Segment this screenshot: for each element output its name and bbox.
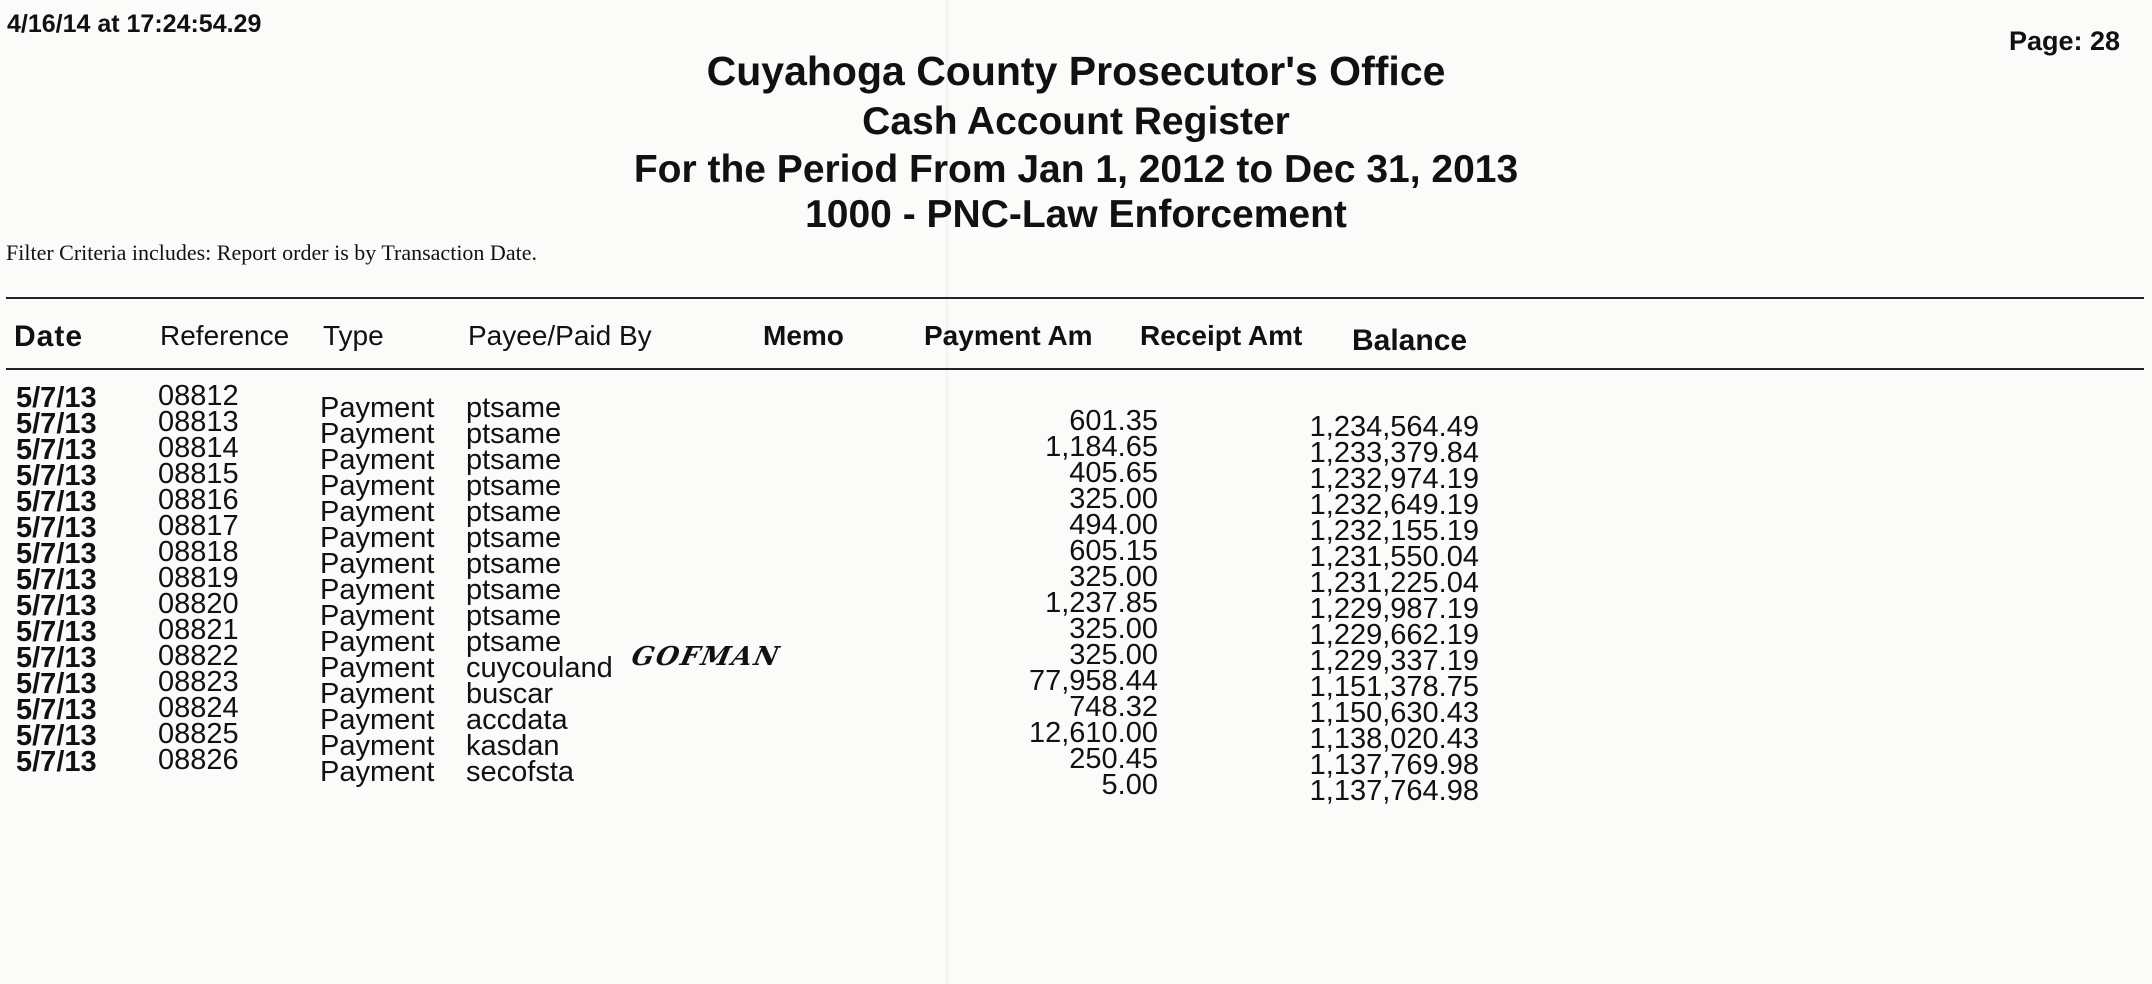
row-date: 5/7/13 xyxy=(16,382,97,414)
row-payment: 325.00 xyxy=(1069,613,1158,645)
row-balance: 1,231,550.04 xyxy=(1309,541,1479,573)
row-payee: accdata xyxy=(466,704,568,736)
row-date: 5/7/13 xyxy=(16,434,97,466)
row-payee: ptsame xyxy=(466,548,562,580)
row-payee: cuycouland xyxy=(466,652,613,684)
row-type: Payment xyxy=(320,392,435,424)
row-date: 5/7/13 xyxy=(16,668,97,700)
row-payment: 748.32 xyxy=(1069,691,1158,723)
row-payment: 405.65 xyxy=(1069,457,1158,489)
row-type: Payment xyxy=(320,704,435,736)
row-payment: 1,184.65 xyxy=(1045,431,1158,463)
row-payee: ptsame xyxy=(466,418,562,450)
row-balance: 1,232,974.19 xyxy=(1309,463,1479,495)
row-reference: 08826 xyxy=(158,744,239,776)
row-balance: 1,151,378.75 xyxy=(1309,671,1479,703)
row-date: 5/7/13 xyxy=(16,564,97,596)
row-reference: 08819 xyxy=(158,562,239,594)
row-reference: 08815 xyxy=(158,458,239,490)
row-type: Payment xyxy=(320,574,435,606)
row-type: Payment xyxy=(320,626,435,658)
row-payment: 1,237.85 xyxy=(1045,587,1158,619)
header-rule-bottom xyxy=(6,368,2144,370)
row-type: Payment xyxy=(320,756,435,788)
report-title-account: 1000 - PNC-Law Enforcement xyxy=(805,193,1347,236)
row-payee: ptsame xyxy=(466,444,562,476)
row-payment: 605.15 xyxy=(1069,535,1158,567)
row-type: Payment xyxy=(320,678,435,710)
row-balance: 1,232,649.19 xyxy=(1309,489,1479,521)
row-balance: 1,229,337.19 xyxy=(1309,645,1479,677)
row-payee: ptsame xyxy=(466,392,562,424)
row-balance: 1,150,630.43 xyxy=(1309,697,1479,729)
row-reference: 08812 xyxy=(158,380,239,412)
row-balance: 1,234,564.49 xyxy=(1309,411,1479,443)
filter-criteria: Filter Criteria includes: Report order is by Transaction Date. xyxy=(6,240,537,265)
row-reference: 08814 xyxy=(158,432,239,464)
row-reference: 08825 xyxy=(158,718,239,750)
row-balance: 1,138,020.43 xyxy=(1309,723,1479,755)
row-type: Payment xyxy=(320,444,435,476)
row-reference: 08817 xyxy=(158,510,239,542)
column-header-type: Type xyxy=(323,320,384,351)
row-payment: 601.35 xyxy=(1069,405,1158,437)
page-number: Page: 28 xyxy=(2008,26,2120,56)
row-payee: ptsame xyxy=(466,600,562,632)
column-header-reference: Reference xyxy=(160,320,290,351)
row-payment: 5.00 xyxy=(1101,769,1158,801)
row-payment: 250.45 xyxy=(1069,743,1158,775)
row-balance: 1,233,379.84 xyxy=(1309,437,1479,469)
handwritten-memo: GOFMAN xyxy=(628,642,784,672)
row-type: Payment xyxy=(320,548,435,580)
row-payee: ptsame xyxy=(466,626,562,658)
row-date: 5/7/13 xyxy=(16,590,97,622)
row-reference: 08823 xyxy=(158,666,239,698)
row-date: 5/7/13 xyxy=(16,460,97,492)
column-header-balance: Balance xyxy=(1352,324,1468,357)
row-type: Payment xyxy=(320,652,435,684)
row-payment: 325.00 xyxy=(1069,639,1158,671)
row-balance: 1,232,155.19 xyxy=(1309,515,1479,547)
column-header-date: Date xyxy=(14,320,84,353)
row-reference: 08820 xyxy=(158,588,239,620)
row-payment: 494.00 xyxy=(1069,509,1158,541)
row-payee: kasdan xyxy=(466,730,560,762)
row-payment: 77,958.44 xyxy=(1028,665,1158,697)
row-payee: ptsame xyxy=(466,522,562,554)
row-date: 5/7/13 xyxy=(16,720,97,752)
row-reference: 08813 xyxy=(158,406,239,438)
report-title-office: Cuyahoga County Prosecutor's Office xyxy=(706,48,1446,94)
row-reference: 08821 xyxy=(158,614,239,646)
row-date: 5/7/13 xyxy=(16,512,97,544)
row-type: Payment xyxy=(320,600,435,632)
row-reference: 08816 xyxy=(158,484,239,516)
row-date: 5/7/13 xyxy=(16,486,97,518)
row-date: 5/7/13 xyxy=(16,642,97,674)
row-type: Payment xyxy=(320,496,435,528)
report-title-register: Cash Account Register xyxy=(862,100,1290,143)
row-reference: 08822 xyxy=(158,640,239,672)
row-payee: buscar xyxy=(466,678,554,710)
header-rule-top xyxy=(6,297,2144,299)
row-date: 5/7/13 xyxy=(16,616,97,648)
row-payment: 12,610.00 xyxy=(1028,717,1158,749)
row-payment: 325.00 xyxy=(1069,561,1158,593)
row-payee: secofsta xyxy=(466,756,574,788)
row-reference: 08818 xyxy=(158,536,239,568)
column-header-payment: Payment Am xyxy=(924,320,1093,351)
column-header-receipt: Receipt Amt xyxy=(1140,320,1303,351)
report-timestamp: 4/16/14 at 17:24:54.29 xyxy=(7,10,262,38)
row-balance: 1,137,769.98 xyxy=(1309,749,1479,781)
row-type: Payment xyxy=(320,730,435,762)
row-payee: ptsame xyxy=(466,470,562,502)
row-date: 5/7/13 xyxy=(16,694,97,726)
row-balance: 1,229,662.19 xyxy=(1309,619,1479,651)
row-balance: 1,229,987.19 xyxy=(1309,593,1479,625)
row-payee: ptsame xyxy=(466,496,562,528)
row-type: Payment xyxy=(320,522,435,554)
row-type: Payment xyxy=(320,470,435,502)
row-balance: 1,137,764.98 xyxy=(1309,775,1479,807)
report-title-period: For the Period From Jan 1, 2012 to Dec 31, 2013 xyxy=(633,148,1519,191)
row-date: 5/7/13 xyxy=(16,746,97,778)
row-type: Payment xyxy=(320,418,435,450)
column-header-payee: Payee/Paid By xyxy=(468,320,652,351)
row-payment: 325.00 xyxy=(1069,483,1158,515)
column-header-memo: Memo xyxy=(763,320,844,351)
row-date: 5/7/13 xyxy=(16,538,97,570)
row-reference: 08824 xyxy=(158,692,239,724)
row-balance: 1,231,225.04 xyxy=(1309,567,1479,599)
row-date: 5/7/13 xyxy=(16,408,97,440)
row-payee: ptsame xyxy=(466,574,562,606)
